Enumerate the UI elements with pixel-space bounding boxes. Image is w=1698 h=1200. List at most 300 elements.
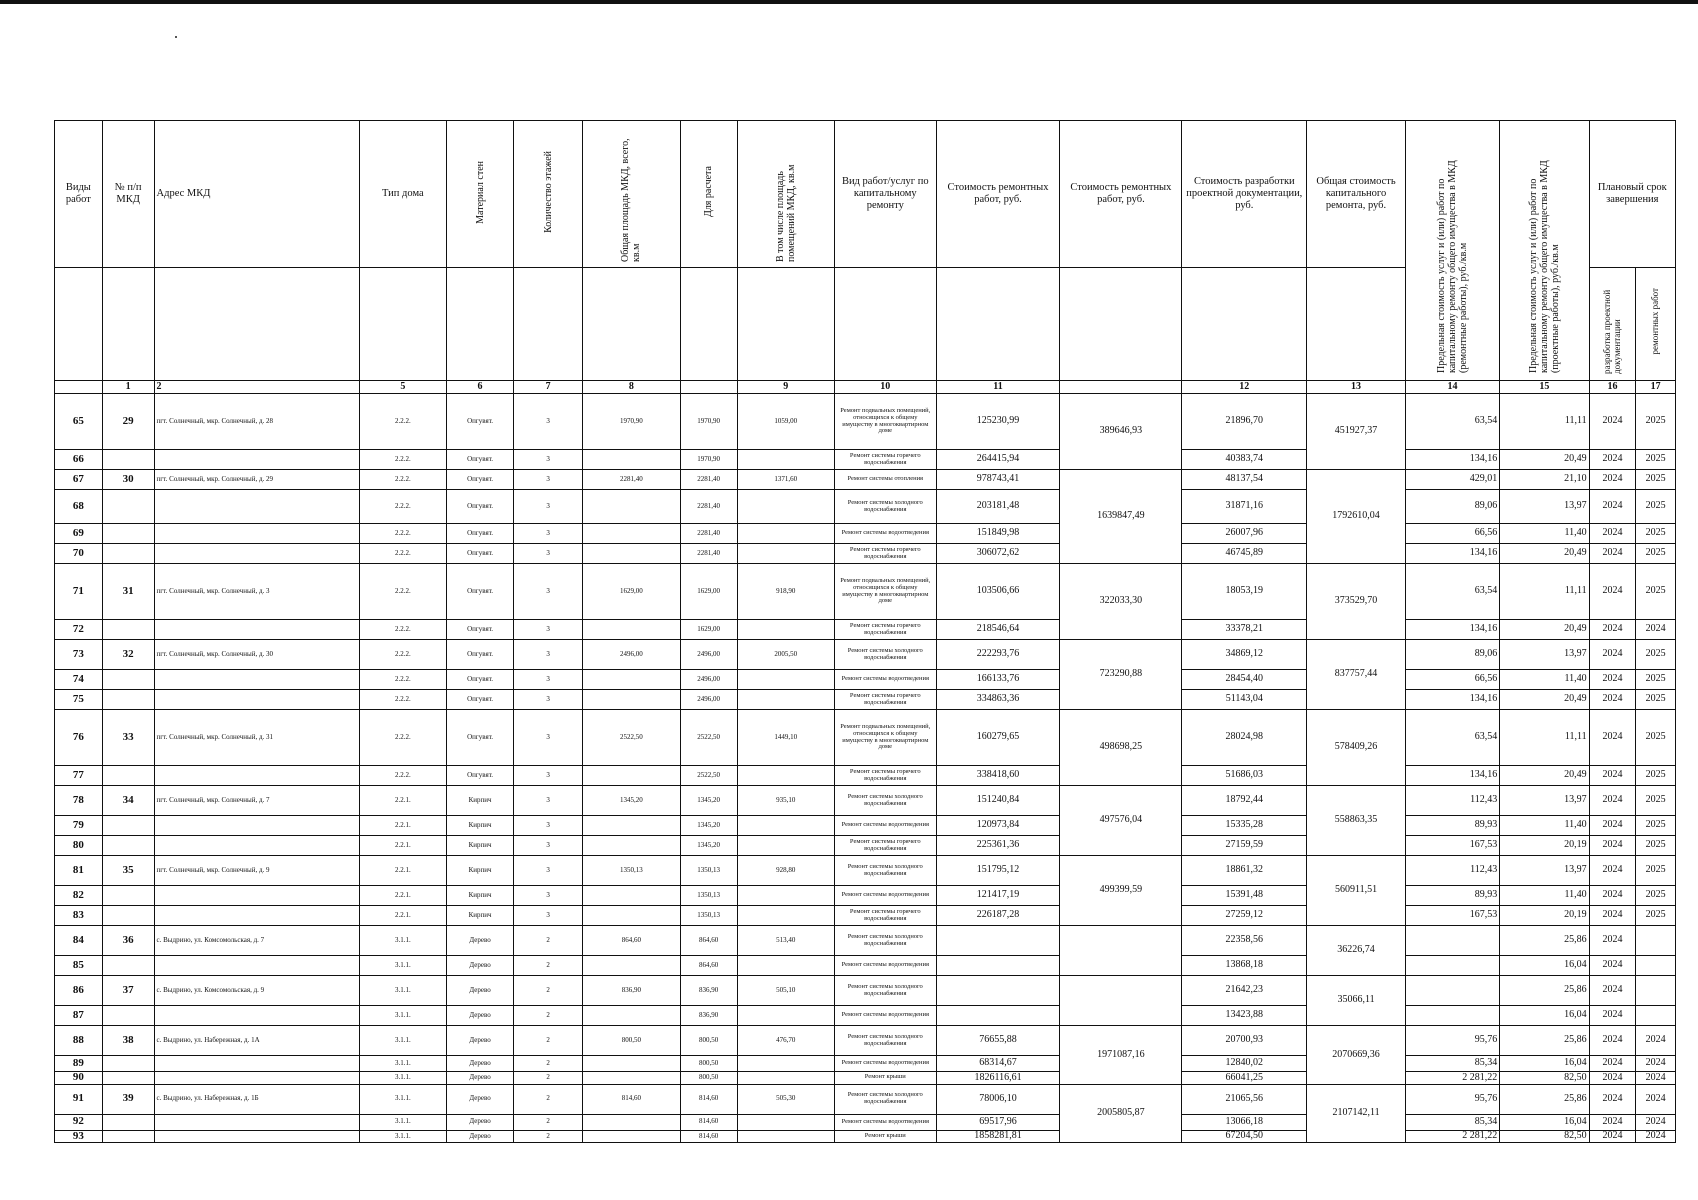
limit-design-cell: 16,04 <box>1500 1056 1589 1072</box>
limit-repair-cell: 66,56 <box>1405 670 1499 690</box>
mkd-number-cell: 38 <box>102 1026 154 1056</box>
limit-design-cell: 25,86 <box>1500 1084 1589 1114</box>
house-type-cell: 2.2.2. <box>359 710 446 766</box>
deadline-design-cell: 2024 <box>1589 836 1636 856</box>
deadline-repair-cell: 2025 <box>1636 710 1676 766</box>
deadline-design-cell: 2024 <box>1589 1084 1636 1114</box>
work-type-cell: Ремонт системы водоотведения <box>835 886 937 906</box>
mkd-number-cell: 33 <box>102 710 154 766</box>
wall-material-cell: Опгувят. <box>447 640 514 670</box>
num-cell <box>55 381 103 394</box>
deadline-design-cell: 2024 <box>1589 710 1636 766</box>
wall-material-cell: Опгувят. <box>447 766 514 786</box>
floors-cell: 3 <box>514 450 583 470</box>
premises-area-cell <box>737 490 835 524</box>
wall-material-cell: Дерево <box>447 976 514 1006</box>
repair-cost-cell <box>936 976 1060 1006</box>
table-row <box>55 906 1676 926</box>
calc-area-cell: 864,60 <box>680 956 737 976</box>
limit-design-cell: 20,49 <box>1500 620 1589 640</box>
total-area-cell <box>583 544 681 564</box>
wall-material-cell: Дерево <box>447 1072 514 1085</box>
row-number-cell: 70 <box>55 544 103 564</box>
row-number-cell: 88 <box>55 1026 103 1056</box>
deadline-design-cell: 2024 <box>1589 490 1636 524</box>
table-row <box>55 1056 1676 1072</box>
mkd-number-cell: 32 <box>102 640 154 670</box>
address-cell: пгт. Солнечный, мкр. Солнечный, д. 30 <box>154 640 359 670</box>
deadline-design-cell: 2024 <box>1589 690 1636 710</box>
deadline-repair-cell: 2025 <box>1636 886 1676 906</box>
deadline-design-cell: 2024 <box>1589 544 1636 564</box>
table-row <box>55 640 1676 670</box>
deadline-repair-cell: 2025 <box>1636 816 1676 836</box>
premises-area-cell <box>737 886 835 906</box>
limit-repair-cell <box>1405 926 1499 956</box>
num-cell: 8 <box>583 381 681 394</box>
calc-area-cell: 814,60 <box>680 1114 737 1130</box>
wall-material-cell: Дерево <box>447 1056 514 1072</box>
floors-cell: 3 <box>514 906 583 926</box>
house-type-cell: 3.1.1. <box>359 1056 446 1072</box>
calc-area-cell: 1629,00 <box>680 620 737 640</box>
table-row <box>55 544 1676 564</box>
limit-repair-cell: 89,06 <box>1405 640 1499 670</box>
limit-repair-cell: 134,16 <box>1405 450 1499 470</box>
wall-material-cell: Кирпич <box>447 906 514 926</box>
deadline-design-cell: 2024 <box>1589 640 1636 670</box>
table-row <box>55 710 1676 766</box>
wall-material-cell: Кирпич <box>447 856 514 886</box>
row-number-cell: 75 <box>55 690 103 710</box>
total-area-cell <box>583 450 681 470</box>
deadline-design-cell: 2024 <box>1589 766 1636 786</box>
work-type-cell: Ремонт системы горячего водоснабжения <box>835 836 937 856</box>
calc-area-cell: 2281,40 <box>680 524 737 544</box>
row-number-cell: 91 <box>55 1084 103 1114</box>
deadline-design-cell: 2024 <box>1589 450 1636 470</box>
header-wall-material-text: Материал стен <box>474 160 486 224</box>
header-limit-repair-text: Предельная стоимость услуг и (или) работ по капитальному ремонту общего имущества в МКД (ремонтные работы), руб./кв.м <box>1436 160 1469 374</box>
deadline-design-cell: 2024 <box>1589 856 1636 886</box>
work-type-cell: Ремонт системы водоотведения <box>835 816 937 836</box>
deadline-repair-cell: 2024 <box>1636 1026 1676 1056</box>
limit-repair-cell: 95,76 <box>1405 1026 1499 1056</box>
limit-design-cell: 20,49 <box>1500 766 1589 786</box>
total-cost-cell: 558863,35 <box>1307 786 1406 856</box>
address-cell: с. Выдрино, ул. Набережная, д. 1Б <box>154 1084 359 1114</box>
work-type-cell: Ремонт системы водоотведения <box>835 1056 937 1072</box>
limit-repair-cell: 134,16 <box>1405 690 1499 710</box>
header-deadline: Плановый срок завершения <box>1589 121 1675 268</box>
header-address: Адрес МКД <box>154 121 359 268</box>
deadline-repair-cell: 2025 <box>1636 394 1676 450</box>
total-area-cell: 1970,90 <box>583 394 681 450</box>
deadline-design-cell: 2024 <box>1589 976 1636 1006</box>
table-row <box>55 816 1676 836</box>
limit-repair-cell: 63,54 <box>1405 564 1499 620</box>
calc-area-cell: 800,50 <box>680 1056 737 1072</box>
total-area-cell <box>583 490 681 524</box>
deadline-design-cell: 2024 <box>1589 1072 1636 1085</box>
design-cost-cell: 31871,16 <box>1182 490 1307 524</box>
design-cost-cell: 18861,32 <box>1182 856 1307 886</box>
floors-cell: 3 <box>514 856 583 886</box>
calc-area-cell: 1629,00 <box>680 564 737 620</box>
design-cost-cell: 28024,98 <box>1182 710 1307 766</box>
total-area-cell: 864,60 <box>583 926 681 956</box>
design-cost-cell: 12840,02 <box>1182 1056 1307 1072</box>
num-cell: 17 <box>1636 381 1676 394</box>
house-type-cell: 3.1.1. <box>359 1084 446 1114</box>
address-cell <box>154 1072 359 1085</box>
wall-material-cell: Опгувят. <box>447 620 514 640</box>
limit-repair-cell: 134,16 <box>1405 544 1499 564</box>
calc-area-cell: 2281,40 <box>680 490 737 524</box>
deadline-repair-cell: 2025 <box>1636 906 1676 926</box>
mkd-number-cell: 37 <box>102 976 154 1006</box>
floors-cell: 2 <box>514 956 583 976</box>
table-row <box>55 1130 1676 1143</box>
total-cost-cell: 451927,37 <box>1307 394 1406 470</box>
calc-area-cell: 2522,50 <box>680 766 737 786</box>
row-number-cell: 92 <box>55 1114 103 1130</box>
design-cost-cell: 18792,44 <box>1182 786 1307 816</box>
wall-material-cell: Дерево <box>447 1026 514 1056</box>
address-cell <box>154 766 359 786</box>
work-type-cell: Ремонт системы водоотведения <box>835 524 937 544</box>
house-type-cell: 2.2.1. <box>359 816 446 836</box>
work-type-cell: Ремонт системы холодного водоснабжения <box>835 856 937 886</box>
deadline-repair-cell: 2024 <box>1636 1130 1676 1143</box>
repair-cost-group-cell: 2005805,87 <box>1060 1084 1182 1143</box>
work-type-cell: Ремонт подвальных помещений, относящихся к общему имуществу в многоквартирном доме <box>835 394 937 450</box>
total-area-cell <box>583 836 681 856</box>
work-type-cell: Ремонт системы холодного водоснабжения <box>835 1026 937 1056</box>
header-total-area <box>583 121 681 268</box>
header-works: Виды работ <box>55 121 103 268</box>
total-area-cell <box>583 524 681 544</box>
deadline-repair-cell: 2024 <box>1636 1056 1676 1072</box>
calc-area-cell: 2522,50 <box>680 710 737 766</box>
header-calc <box>680 121 737 268</box>
work-type-cell: Ремонт крыши <box>835 1130 937 1143</box>
floors-cell: 3 <box>514 470 583 490</box>
repair-cost-cell: 68314,67 <box>936 1056 1060 1072</box>
design-cost-cell: 48137,54 <box>1182 470 1307 490</box>
house-type-cell: 3.1.1. <box>359 1006 446 1026</box>
mkd-number-cell <box>102 524 154 544</box>
deadline-design-cell: 2024 <box>1589 524 1636 544</box>
header-number: № п/п МКД <box>102 121 154 268</box>
mkd-number-cell <box>102 450 154 470</box>
deadline-repair-cell <box>1636 1006 1676 1026</box>
total-area-cell <box>583 906 681 926</box>
design-cost-cell: 51143,04 <box>1182 690 1307 710</box>
house-type-cell: 3.1.1. <box>359 1130 446 1143</box>
floors-cell: 3 <box>514 836 583 856</box>
address-cell <box>154 1056 359 1072</box>
wall-material-cell: Дерево <box>447 956 514 976</box>
limit-design-cell: 11,40 <box>1500 886 1589 906</box>
repair-cost-group-cell: 498698,25 <box>1060 710 1182 786</box>
work-type-cell: Ремонт системы водоотведения <box>835 1006 937 1026</box>
address-cell: пгт. Солнечный, мкр. Солнечный, д. 3 <box>154 564 359 620</box>
deadline-design-cell: 2024 <box>1589 1130 1636 1143</box>
mkd-number-cell <box>102 816 154 836</box>
house-type-cell: 3.1.1. <box>359 976 446 1006</box>
limit-repair-cell: 167,53 <box>1405 906 1499 926</box>
floors-cell: 3 <box>514 490 583 524</box>
header-cost-repair: Стоимость ремонтных работ, руб. <box>936 121 1060 268</box>
design-cost-cell: 15391,48 <box>1182 886 1307 906</box>
table-row <box>55 766 1676 786</box>
header-floors-text: Количество этажей <box>542 151 554 233</box>
premises-area-cell: 476,70 <box>737 1026 835 1056</box>
limit-design-cell: 20,49 <box>1500 690 1589 710</box>
repair-cost-cell: 306072,62 <box>936 544 1060 564</box>
premises-area-cell: 1059,00 <box>737 394 835 450</box>
house-type-cell: 3.1.1. <box>359 1114 446 1130</box>
deadline-repair-cell: 2024 <box>1636 620 1676 640</box>
total-area-cell: 1350,13 <box>583 856 681 886</box>
capital-repair-table-sheet <box>54 120 1676 1188</box>
limit-design-cell: 21,10 <box>1500 470 1589 490</box>
deadline-repair-cell: 2025 <box>1636 524 1676 544</box>
wall-material-cell: Опгувят. <box>447 490 514 524</box>
table-row <box>55 1114 1676 1130</box>
limit-design-cell: 11,11 <box>1500 394 1589 450</box>
house-type-cell: 2.2.1. <box>359 836 446 856</box>
repair-cost-cell: 218546,64 <box>936 620 1060 640</box>
address-cell <box>154 670 359 690</box>
limit-design-cell: 25,86 <box>1500 976 1589 1006</box>
floors-cell: 2 <box>514 976 583 1006</box>
floors-cell: 2 <box>514 1026 583 1056</box>
premises-area-cell: 2005,50 <box>737 640 835 670</box>
header-calc-text: Для расчета <box>703 166 715 218</box>
limit-repair-cell: 2 281,22 <box>1405 1130 1499 1143</box>
limit-design-cell: 25,86 <box>1500 926 1589 956</box>
table-row <box>55 470 1676 490</box>
num-cell: 5 <box>359 381 446 394</box>
limit-repair-cell: 63,54 <box>1405 394 1499 450</box>
floors-cell: 2 <box>514 926 583 956</box>
total-area-cell: 1629,00 <box>583 564 681 620</box>
house-type-cell: 3.1.1. <box>359 926 446 956</box>
premises-area-cell <box>737 620 835 640</box>
total-cost-cell: 36226,74 <box>1307 926 1406 976</box>
repair-cost-cell: 76655,88 <box>936 1026 1060 1056</box>
limit-design-cell: 11,40 <box>1500 524 1589 544</box>
design-cost-cell: 21642,23 <box>1182 976 1307 1006</box>
mkd-number-cell: 35 <box>102 856 154 886</box>
mkd-number-cell: 30 <box>102 470 154 490</box>
total-area-cell <box>583 1130 681 1143</box>
wall-material-cell: Опгувят. <box>447 544 514 564</box>
repair-cost-cell: 222293,76 <box>936 640 1060 670</box>
repair-cost-group-cell: 723290,88 <box>1060 640 1182 710</box>
table-row <box>55 564 1676 620</box>
limit-design-cell: 25,86 <box>1500 1026 1589 1056</box>
wall-material-cell: Кирпич <box>447 786 514 816</box>
wall-material-cell: Опгувят. <box>447 564 514 620</box>
floors-cell: 3 <box>514 524 583 544</box>
limit-design-cell: 13,97 <box>1500 786 1589 816</box>
table-row <box>55 394 1676 450</box>
total-area-cell <box>583 620 681 640</box>
limit-repair-cell <box>1405 976 1499 1006</box>
house-type-cell: 2.2.2. <box>359 620 446 640</box>
limit-repair-cell: 429,01 <box>1405 470 1499 490</box>
table-row <box>55 690 1676 710</box>
num-cell: 1 <box>102 381 154 394</box>
header-cost-total: Общая стоимость капитального ремонта, руб. <box>1307 121 1406 268</box>
house-type-cell: 2.2.2. <box>359 544 446 564</box>
design-cost-cell: 13868,18 <box>1182 956 1307 976</box>
wall-material-cell: Дерево <box>447 1114 514 1130</box>
mkd-number-cell: 39 <box>102 1084 154 1114</box>
calc-area-cell: 800,50 <box>680 1026 737 1056</box>
work-type-cell: Ремонт системы холодного водоснабжения <box>835 926 937 956</box>
design-cost-cell: 28454,40 <box>1182 670 1307 690</box>
deadline-repair-cell <box>1636 976 1676 1006</box>
repair-cost-cell <box>936 956 1060 976</box>
limit-repair-cell: 89,06 <box>1405 490 1499 524</box>
limit-repair-cell: 66,56 <box>1405 524 1499 544</box>
premises-area-cell <box>737 670 835 690</box>
house-type-cell: 2.2.2. <box>359 640 446 670</box>
row-number-cell: 89 <box>55 1056 103 1072</box>
repair-cost-cell: 151849,98 <box>936 524 1060 544</box>
mkd-number-cell <box>102 886 154 906</box>
repair-cost-cell: 1826116,61 <box>936 1072 1060 1085</box>
scan-top-edge <box>0 0 1698 4</box>
premises-area-cell <box>737 690 835 710</box>
work-type-cell: Ремонт системы холодного водоснабжения <box>835 786 937 816</box>
limit-design-cell: 16,04 <box>1500 1114 1589 1130</box>
total-cost-cell: 2070669,36 <box>1307 1026 1406 1085</box>
address-cell <box>154 620 359 640</box>
work-type-cell: Ремонт подвальных помещений, относящихся к общему имуществу в многоквартирном доме <box>835 564 937 620</box>
limit-repair-cell: 134,16 <box>1405 620 1499 640</box>
house-type-cell: 3.1.1. <box>359 1072 446 1085</box>
header-premises-area-text: В том числе площадь помещений МКД, кв.м <box>774 164 797 262</box>
house-type-cell: 2.2.2. <box>359 490 446 524</box>
total-area-cell <box>583 816 681 836</box>
floors-cell: 2 <box>514 1006 583 1026</box>
table-row <box>55 524 1676 544</box>
total-area-cell: 2281,40 <box>583 470 681 490</box>
calc-area-cell: 2496,00 <box>680 690 737 710</box>
floors-cell: 2 <box>514 1072 583 1085</box>
row-number-cell: 90 <box>55 1072 103 1085</box>
row-number-cell: 73 <box>55 640 103 670</box>
table-row <box>55 450 1676 470</box>
design-cost-cell: 13066,18 <box>1182 1114 1307 1130</box>
house-type-cell: 2.2.2. <box>359 670 446 690</box>
limit-design-cell: 16,04 <box>1500 956 1589 976</box>
row-number-cell: 85 <box>55 956 103 976</box>
limit-design-cell: 13,97 <box>1500 490 1589 524</box>
limit-repair-cell <box>1405 956 1499 976</box>
row-number-cell: 68 <box>55 490 103 524</box>
row-number-cell: 93 <box>55 1130 103 1143</box>
header-deadline-design-text: разработка проектной документации <box>1601 289 1622 374</box>
design-cost-cell: 40383,74 <box>1182 450 1307 470</box>
premises-area-cell <box>737 1006 835 1026</box>
floors-cell: 2 <box>514 1130 583 1143</box>
table-row <box>55 1084 1676 1114</box>
design-cost-cell: 51686,03 <box>1182 766 1307 786</box>
header-wall-material <box>447 121 514 268</box>
num-cell: 14 <box>1405 381 1499 394</box>
calc-area-cell: 1970,90 <box>680 450 737 470</box>
limit-design-cell: 11,11 <box>1500 564 1589 620</box>
deadline-repair-cell: 2024 <box>1636 1072 1676 1085</box>
calc-area-cell: 2496,00 <box>680 640 737 670</box>
house-type-cell: 2.2.1. <box>359 786 446 816</box>
premises-area-cell <box>737 1114 835 1130</box>
total-area-cell <box>583 1006 681 1026</box>
mkd-number-cell <box>102 1114 154 1130</box>
limit-design-cell: 13,97 <box>1500 640 1589 670</box>
design-cost-cell: 34869,12 <box>1182 640 1307 670</box>
wall-material-cell: Дерево <box>447 1084 514 1114</box>
num-cell <box>1060 381 1182 394</box>
num-cell: 16 <box>1589 381 1636 394</box>
floors-cell: 3 <box>514 394 583 450</box>
header-deadline-repair <box>1636 268 1676 381</box>
row-number-cell: 78 <box>55 786 103 816</box>
wall-material-cell: Опгувят. <box>447 394 514 450</box>
wall-material-cell: Дерево <box>447 926 514 956</box>
repair-cost-cell: 103506,66 <box>936 564 1060 620</box>
work-type-cell: Ремонт системы горячего водоснабжения <box>835 906 937 926</box>
address-cell: пгт. Солнечный, мкр. Солнечный, д. 9 <box>154 856 359 886</box>
house-type-cell: 2.2.1. <box>359 906 446 926</box>
wall-material-cell: Кирпич <box>447 886 514 906</box>
total-area-cell <box>583 766 681 786</box>
floors-cell: 2 <box>514 1056 583 1072</box>
work-type-cell: Ремонт крыши <box>835 1072 937 1085</box>
table-row <box>55 886 1676 906</box>
limit-design-cell: 20,49 <box>1500 544 1589 564</box>
calc-area-cell: 1350,13 <box>680 906 737 926</box>
table-row <box>55 620 1676 640</box>
mkd-number-cell <box>102 766 154 786</box>
deadline-design-cell: 2024 <box>1589 926 1636 956</box>
repair-cost-group-cell: 1971087,16 <box>1060 1026 1182 1085</box>
wall-material-cell: Дерево <box>447 1130 514 1143</box>
work-type-cell: Ремонт системы холодного водоснабжения <box>835 490 937 524</box>
limit-repair-cell: 112,43 <box>1405 856 1499 886</box>
repair-cost-cell: 120973,84 <box>936 816 1060 836</box>
calc-area-cell: 1350,13 <box>680 856 737 886</box>
limit-repair-cell: 89,93 <box>1405 886 1499 906</box>
design-cost-cell: 27259,12 <box>1182 906 1307 926</box>
house-type-cell: 2.2.2. <box>359 524 446 544</box>
limit-design-cell: 20,49 <box>1500 450 1589 470</box>
wall-material-cell: Опгувят. <box>447 690 514 710</box>
total-cost-cell: 837757,44 <box>1307 640 1406 710</box>
table-row <box>55 670 1676 690</box>
table-row <box>55 976 1676 1006</box>
address-cell <box>154 1130 359 1143</box>
repair-cost-cell: 121417,19 <box>936 886 1060 906</box>
deadline-repair-cell: 2025 <box>1636 544 1676 564</box>
limit-repair-cell: 134,16 <box>1405 766 1499 786</box>
